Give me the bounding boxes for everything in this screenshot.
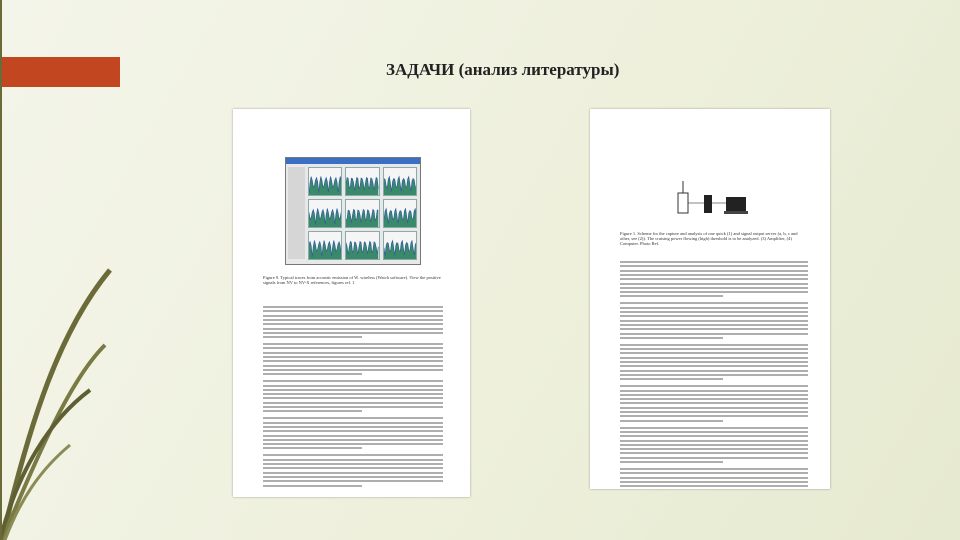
text-line (620, 398, 808, 400)
text-line (263, 435, 443, 437)
text-line (620, 444, 808, 446)
text-line (263, 328, 443, 330)
text-line (263, 397, 443, 399)
text-line (263, 485, 362, 487)
text-line (620, 374, 808, 376)
text-line (620, 390, 808, 392)
text-line (263, 319, 443, 321)
text-line (263, 402, 443, 404)
text-line (620, 287, 808, 289)
text-line (620, 468, 808, 470)
text-line (620, 361, 808, 363)
text-line (620, 435, 808, 437)
figure-caption-left: Figure 9. Typical traces from acoustic emission of W. wireless (Watch software). View the positive signals from NV to NV-X references, figures ref. 1 (263, 275, 441, 285)
text-line (620, 394, 808, 396)
text-line (263, 323, 443, 325)
text-line (620, 295, 723, 297)
text-line (620, 291, 808, 293)
figure-caption-right: Figure 1. Scheme for the capture and analysis of one quick (1) and signal output server (a, b, c and other, see (2)). The cruising power flowing (high) threshold is to be analyzed. (3) Amplifier, (4) Computer. Photo Ref. (620, 231, 798, 246)
text-line (620, 320, 808, 322)
slide-title (386, 60, 619, 80)
text-line (263, 310, 443, 312)
text-line (263, 459, 443, 461)
text-line (620, 472, 808, 474)
text-line (620, 274, 808, 276)
text-line (263, 406, 443, 408)
text-line (620, 448, 808, 450)
left-vertical-stripe (0, 0, 2, 540)
text-line (263, 385, 443, 387)
text-line (620, 370, 808, 372)
title-subtitle: (анализ литературы) (458, 60, 620, 79)
text-line (263, 352, 443, 354)
text-line (263, 422, 443, 424)
text-line (620, 461, 723, 463)
text-line (263, 332, 443, 334)
text-line (263, 410, 362, 412)
text-line (620, 324, 808, 326)
text-line (620, 283, 808, 285)
text-line (263, 447, 362, 449)
thumbnail-plot (308, 199, 342, 228)
text-line (620, 357, 808, 359)
text-line (263, 306, 443, 308)
thumbnail-plot (345, 167, 379, 196)
grass-decoration (0, 0, 120, 540)
text-line (620, 365, 808, 367)
text-line (263, 430, 443, 432)
text-line (620, 352, 808, 354)
text-line (620, 333, 808, 335)
text-line (263, 454, 443, 456)
text-line (263, 369, 443, 371)
text-line (263, 426, 443, 428)
text-line (620, 440, 808, 442)
text-line (263, 365, 443, 367)
text-line (263, 315, 443, 317)
text-line (263, 472, 443, 474)
text-line (263, 380, 443, 382)
text-line (263, 389, 443, 391)
text-line (620, 427, 808, 429)
text-line (263, 467, 443, 469)
text-line (620, 302, 808, 304)
text-line (263, 336, 362, 338)
text-line (620, 415, 808, 417)
text-line (620, 452, 808, 454)
text-line (263, 417, 443, 419)
text-line (620, 431, 808, 433)
text-line (620, 278, 808, 280)
thumbnail-plot (383, 167, 417, 196)
text-line (620, 337, 723, 339)
text-line (620, 485, 808, 487)
text-line (620, 477, 808, 479)
text-line (620, 307, 808, 309)
text-line (620, 378, 723, 380)
text-line (620, 411, 808, 413)
thumbnail-plot (345, 231, 379, 260)
software-screenshot (285, 157, 421, 265)
text-line (263, 463, 443, 465)
text-line (263, 439, 443, 441)
text-line (263, 347, 443, 349)
text-line (620, 385, 808, 387)
title-main: ЗАДАЧИ (386, 60, 455, 79)
text-line (620, 265, 808, 267)
text-line (620, 344, 808, 346)
text-line (620, 420, 723, 422)
text-line (620, 457, 808, 459)
text-line (620, 402, 808, 404)
text-line (620, 407, 808, 409)
text-line (263, 443, 443, 445)
text-line (263, 373, 362, 375)
text-line (620, 481, 808, 483)
thumbnail-plot (308, 167, 342, 196)
thumbnail-plot (345, 199, 379, 228)
text-line (263, 343, 443, 345)
text-line (263, 476, 443, 478)
text-line (620, 328, 808, 330)
thumbnail-plot (308, 231, 342, 260)
text-line (620, 315, 808, 317)
text-line (620, 311, 808, 313)
text-line (263, 360, 443, 362)
text-line (620, 261, 808, 263)
text-line (620, 270, 808, 272)
text-line (620, 348, 808, 350)
article-page-right (590, 109, 830, 489)
thumbnail-plot (383, 231, 417, 260)
article-page-left (233, 109, 470, 497)
text-line (263, 480, 443, 482)
text-line (263, 393, 443, 395)
text-line (263, 356, 443, 358)
thumbnail-plot (383, 199, 417, 228)
instrument-diagram (674, 179, 758, 221)
